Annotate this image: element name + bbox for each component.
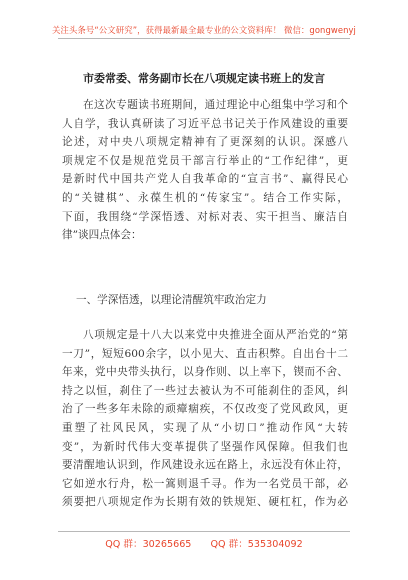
paragraph-line: 下面，我围绕“学深悟透、对标对表、实干担当、廉洁自 <box>62 210 348 223</box>
footer <box>0 536 408 550</box>
paragraph-line: 一刀”，短短600余字，以小见大、直击积弊。自出台十二 <box>62 347 348 360</box>
paragraph-line: 律”谈四点体会： <box>62 229 142 242</box>
paragraph-line: 在这次专题读书班期间，通过理论中心组集中学习和个 <box>83 99 348 111</box>
paragraph-line: 持之以恒，刹住了一些过去被认为不可能刹住的歪风，纠 <box>62 384 348 397</box>
paragraph-line: 治了一些多年未除的顽瘴痼疾，不仅改变了党风政风，更 <box>62 403 348 416</box>
paragraph-line: 要清醒地认识到，作风建设永远在路上，永远没有休止符， <box>62 459 348 472</box>
paragraph-line: 八项规定是十八大以来党中央推进全面从严治党的“第 <box>83 329 348 341</box>
paragraph-section-1 <box>62 326 348 512</box>
paragraph-line: 人自学，我认真研读了习近平总书记关于作风建设的重要 <box>62 117 348 130</box>
paragraph-intro <box>62 96 348 245</box>
paragraph-line: 变”，为新时代伟大变革提供了坚强作风保障。但我们也 <box>62 440 348 453</box>
paragraph-line: 须要把八项规定作为长期有效的铁规矩、硬杠杠，作为必 <box>62 496 348 509</box>
footer-divider <box>58 531 350 532</box>
paragraph-line: 论述，对中央八项规定精神有了更深刻的认识。深感八 <box>62 136 348 149</box>
header-banner: 关注头条号“公文研究”，获得最新最全最专业的公文资料库！ 微信：gongwenyj <box>52 25 356 35</box>
footer-qq-group-2: QQ 群：535304092 <box>210 539 303 550</box>
paragraph-line: 它如逆水行舟，松一篙则退千寻。作为一名党员干部，必 <box>62 477 348 490</box>
document-title: 市委常委、常务副市长在八项规定读书班上的发言 <box>83 72 325 85</box>
paragraph-line: 项规定不仅是规范党员干部言行举止的“工作纪律”，更 <box>62 154 348 167</box>
paragraph-line: 重塑了社风民风，实现了从“小切口”推动作风“大转 <box>62 421 348 434</box>
section-heading-1: 一、学深悟透，以理论清醒筑牢政治定力 <box>76 294 267 306</box>
footer-qq-group-1: QQ 群：30265665 <box>105 539 192 550</box>
paragraph-line: 的“关键棋”、永葆生机的“传家宝”。结合工作实际， <box>62 191 348 204</box>
header-divider <box>58 38 350 39</box>
paragraph-line: 年来，党中央带头执行，以身作则、以上率下，锲而不舍、 <box>62 366 348 379</box>
paragraph-line: 是新时代中国共产党人自我革命的“宣言书”、赢得民心 <box>62 173 348 186</box>
